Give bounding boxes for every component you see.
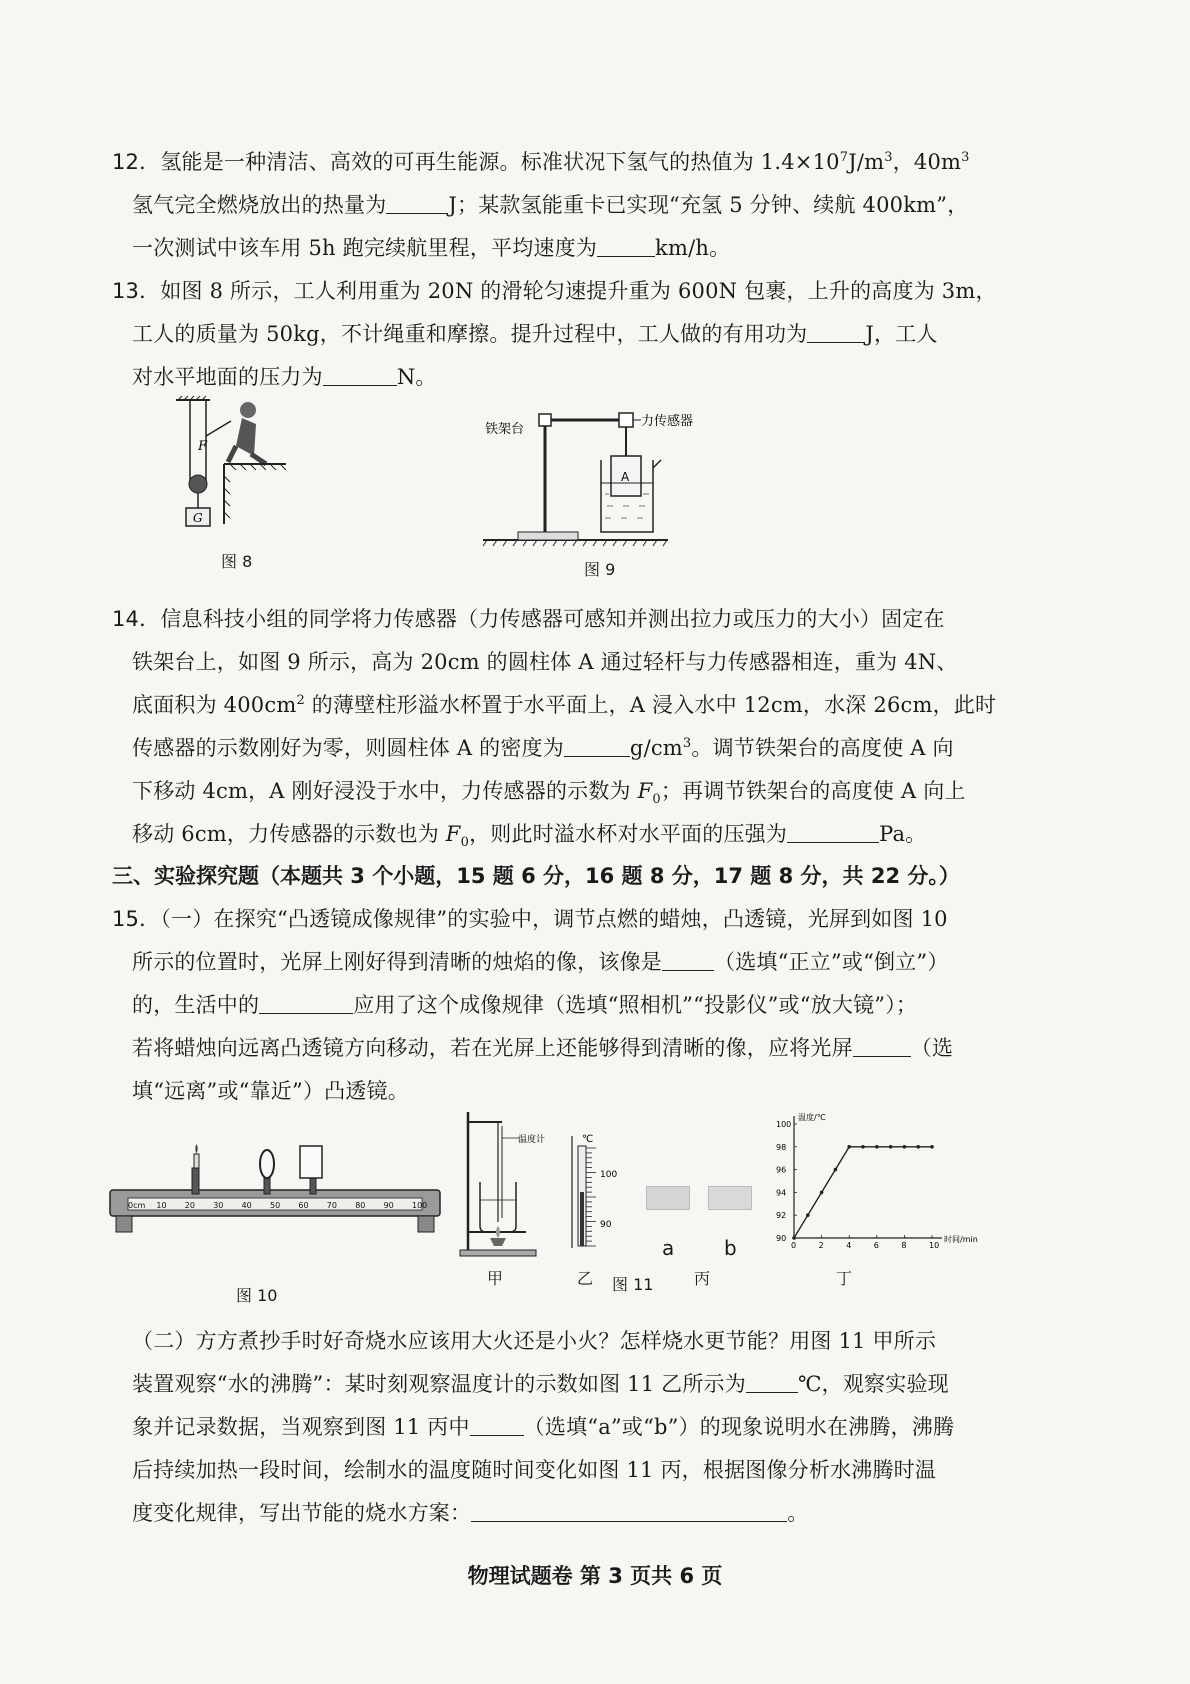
figure-8-pulley bbox=[176, 396, 306, 536]
y-tick-label: 94 bbox=[776, 1188, 787, 1198]
figure-11-bing-b bbox=[708, 1186, 752, 1210]
q13-line3: 对水平地面的压力为 bbox=[132, 365, 323, 389]
question-12 bbox=[112, 141, 1002, 270]
question-number: 14． bbox=[112, 607, 161, 631]
bing-b-label: b bbox=[724, 1236, 737, 1260]
q12-line2: 氢气完全燃烧放出的热量为 bbox=[132, 193, 387, 217]
temperature-unit: ℃ bbox=[582, 1134, 594, 1145]
y-tick-label: 96 bbox=[776, 1165, 787, 1175]
figure-10-caption: 图 10 bbox=[236, 1286, 278, 1305]
ruler-tick-label: 90 bbox=[383, 1201, 394, 1210]
tick-100: 100 bbox=[600, 1170, 618, 1180]
answer-blank[interactable] bbox=[807, 320, 865, 343]
q13-line2: 工人的质量为 50kg，不计绳重和摩擦。提升过程中，工人做的有用功为 bbox=[132, 322, 808, 346]
question-13 bbox=[112, 270, 1002, 399]
force-label: F bbox=[198, 439, 208, 454]
x-axis-label: 时间/min bbox=[944, 1235, 978, 1244]
ruler-tick-label: 10 bbox=[156, 1201, 167, 1210]
temperature-line bbox=[794, 1147, 932, 1238]
subscript: 0 bbox=[460, 835, 470, 851]
q15-p2-line2-end: ℃，观察实验现 bbox=[797, 1372, 949, 1396]
answer-blank[interactable] bbox=[470, 1413, 524, 1436]
x-tick-label: 2 bbox=[818, 1241, 824, 1250]
weight-label: G bbox=[193, 511, 203, 525]
data-point bbox=[930, 1145, 934, 1149]
answer-blank[interactable] bbox=[323, 363, 397, 386]
answer-blank[interactable] bbox=[259, 991, 353, 1014]
question-number: 15． bbox=[112, 907, 161, 931]
x-tick-label: 0 bbox=[791, 1241, 797, 1250]
thermometer-label: 温度计 bbox=[518, 1135, 546, 1145]
question-15-part2 bbox=[112, 1320, 1002, 1535]
y-tick-label: 100 bbox=[776, 1120, 792, 1129]
page-footer: 物理试题卷 第 3 页共 6 页 bbox=[467, 1564, 723, 1588]
figure-10-optical-bench bbox=[110, 1140, 440, 1240]
q14-line6-mid: ，则此时溢水杯对水平面的压强为 bbox=[469, 822, 788, 846]
q14-line6: 移动 6cm，力传感器的示数也为 bbox=[132, 822, 446, 846]
data-point bbox=[875, 1145, 879, 1149]
y-tick-label: 90 bbox=[776, 1234, 787, 1243]
cylinder-label: A bbox=[621, 470, 630, 484]
q15-line3-end: 应用了这个成像规律（选填“照相机”“投影仪”或“放大镜”）； bbox=[353, 993, 918, 1017]
question-15-part1 bbox=[112, 898, 1002, 1113]
q13-line3-end: N。 bbox=[396, 365, 437, 389]
q14-line5: 下移动 4cm，A 刚好浸没于水中，力传感器的示数为 bbox=[132, 779, 638, 803]
answer-blank[interactable] bbox=[564, 734, 630, 757]
question-14 bbox=[112, 598, 1002, 856]
question-number: 12． bbox=[112, 150, 161, 174]
q12-line1: 氢能是一种清洁、高效的可再生能源。标准状况下氢气的热值为 1.4×10 bbox=[160, 150, 840, 174]
q15-line4: 若将蜡烛向远离凸透镜方向移动，若在光屏上还能够得到清晰的像，应将光屏 bbox=[132, 1036, 853, 1060]
force-symbol: F bbox=[445, 822, 461, 846]
sensor-label: 力传感器 bbox=[641, 414, 694, 429]
x-tick-label: 10 bbox=[929, 1241, 940, 1250]
q14-unit: g/cm bbox=[629, 736, 683, 760]
q15-p2-line5-end: 。 bbox=[787, 1501, 809, 1525]
q12-unit: J/m bbox=[848, 150, 885, 174]
ruler-tick-label: 30 bbox=[213, 1201, 224, 1210]
figure-11-ding-chart bbox=[772, 1110, 978, 1260]
data-point bbox=[889, 1145, 893, 1149]
figure-11-bing-a bbox=[646, 1186, 690, 1210]
fig11-jia-label: 甲 bbox=[487, 1269, 504, 1288]
data-point bbox=[861, 1145, 865, 1149]
answer-blank[interactable] bbox=[853, 1034, 911, 1057]
data-point bbox=[916, 1145, 920, 1149]
q14-line3: 底面积为 400cm bbox=[132, 693, 297, 717]
exponent: 2 bbox=[296, 693, 305, 708]
ruler-tick-label: 20 bbox=[184, 1201, 195, 1210]
bing-a-label: a bbox=[662, 1236, 675, 1260]
thermometer-ticks bbox=[586, 1148, 596, 1246]
q12-line3-end: km/h。 bbox=[655, 236, 731, 260]
exponent: 7 bbox=[839, 150, 849, 165]
q14-line4: 传感器的示数刚好为零，则圆柱体 A 的密度为 bbox=[132, 736, 564, 760]
q15-line1: （一）在探究“凸透镜成像规律”的实验中，调节点燃的蜡烛，凸透镜，光屏到如图 10 bbox=[160, 907, 948, 931]
x-tick-label: 8 bbox=[901, 1241, 907, 1250]
figure-11-caption: 图 11 bbox=[612, 1275, 654, 1294]
answer-blank[interactable] bbox=[662, 948, 714, 971]
q15-line3: 的，生活中的 bbox=[132, 993, 260, 1017]
answer-blank[interactable] bbox=[386, 191, 448, 214]
q15-line2-end: （选填“正立”或“倒立”） bbox=[714, 950, 949, 974]
force-symbol: F bbox=[637, 779, 653, 803]
figure-8-caption: 图 8 bbox=[221, 552, 253, 571]
stand-label: 铁架台 bbox=[485, 422, 525, 437]
q15-p2-line1: （二）方方煮抄手时好奇烧水应该用大火还是小火？怎样烧水更节能？用图 11 甲所示 bbox=[132, 1329, 937, 1353]
figure-11-yi-thermometer bbox=[568, 1132, 628, 1250]
answer-blank[interactable] bbox=[746, 1370, 798, 1393]
exponent: 3 bbox=[682, 736, 692, 751]
section-title: 三、实验探究题（本题共 3 个小题，15 题 6 分，16 题 8 分，17 题 8 分，共 22 分。） bbox=[112, 864, 960, 888]
q15-p2-line5: 度变化规律，写出节能的烧水方案： bbox=[132, 1501, 472, 1525]
answer-blank[interactable] bbox=[471, 1499, 787, 1522]
figure-11-jia-setup bbox=[458, 1110, 558, 1258]
ruler-tick-label: 50 bbox=[270, 1201, 281, 1210]
exponent: 3 bbox=[884, 150, 893, 165]
data-point bbox=[903, 1145, 907, 1149]
q15-line5: 填“远离”或“靠近”）凸透镜。 bbox=[132, 1079, 409, 1103]
tick-90: 90 bbox=[600, 1220, 612, 1230]
data-point bbox=[820, 1191, 824, 1195]
q14-line1: 信息科技小组的同学将力传感器（力传感器可感知并测出拉力或压力的大小）固定在 bbox=[160, 607, 945, 631]
exponent: 3 bbox=[961, 150, 970, 165]
q15-line4-end: （选 bbox=[910, 1036, 954, 1060]
q13-line1: 如图 8 所示，工人利用重为 20N 的滑轮匀速提升重为 600N 包裹，上升的高度为 3m， bbox=[160, 279, 997, 303]
ruler-tick-label: 100 bbox=[412, 1201, 428, 1210]
q15-p2-line2: 装置观察“水的沸腾”：某时刻观察温度计的示数如图 11 乙所示为 bbox=[132, 1372, 746, 1396]
ruler-tick-label: 80 bbox=[355, 1201, 366, 1210]
q12-volume: ，40m bbox=[892, 150, 962, 174]
fig11-bing-label: 丙 bbox=[694, 1269, 711, 1288]
q15-p2-line4: 后持续加热一段时间，绘制水的温度随时间变化如图 11 丙，根据图像分析水沸腾时温 bbox=[132, 1458, 937, 1482]
data-point bbox=[792, 1236, 796, 1240]
q13-line2-end: J，工人 bbox=[865, 322, 938, 346]
data-point bbox=[834, 1168, 838, 1172]
q15-line2: 所示的位置时，光屏上刚好得到清晰的烛焰的像，该像是 bbox=[132, 950, 662, 974]
q14-line5-end: ；再调节铁架台的高度使 A 向上 bbox=[660, 779, 966, 803]
y-axis-label: 温度/℃ bbox=[798, 1113, 826, 1122]
q15-p2-line3-end: （选填“a”或“b”）的现象说明水在沸腾，沸腾 bbox=[523, 1415, 955, 1439]
ruler-tick-label: 40 bbox=[241, 1201, 252, 1210]
x-tick-label: 4 bbox=[846, 1241, 852, 1250]
answer-blank[interactable] bbox=[597, 234, 655, 257]
ruler-tick-label: 60 bbox=[298, 1201, 309, 1210]
q15-p2-line3: 象并记录数据，当观察到图 11 丙中 bbox=[132, 1415, 470, 1439]
x-tick-label: 6 bbox=[873, 1241, 879, 1250]
y-tick-label: 98 bbox=[776, 1142, 787, 1152]
data-point bbox=[847, 1145, 851, 1149]
q14-line2: 铁架台上，如图 9 所示，高为 20cm 的圆柱体 A 通过轻杆与力传感器相连，重为 4N、 bbox=[132, 650, 958, 674]
q14-line6-end: Pa。 bbox=[879, 822, 927, 846]
fig11-yi-label: 乙 bbox=[577, 1269, 594, 1288]
data-point bbox=[806, 1213, 810, 1217]
fig11-ding-label: 丁 bbox=[836, 1269, 853, 1288]
q14-line3-end: 的薄壁柱形溢水杯置于水平面上，A 浸入水中 12cm，水深 26cm，此时 bbox=[304, 693, 997, 717]
q12-line3: 一次测试中该车用 5h 跑完续航里程，平均速度为 bbox=[132, 236, 598, 260]
q12-line2-end: J；某款氢能重卡已实现“充氢 5 分钟、续航 400km”， bbox=[448, 193, 969, 217]
ruler-tick-label: 0cm bbox=[128, 1201, 146, 1210]
ruler-tick-label: 70 bbox=[326, 1201, 337, 1210]
figure-9-caption: 图 9 bbox=[584, 560, 616, 579]
q14-line4-end: 。调节铁架台的高度使 A 向 bbox=[691, 736, 954, 760]
subscript: 0 bbox=[652, 792, 661, 808]
y-tick-label: 92 bbox=[776, 1211, 787, 1221]
answer-blank[interactable] bbox=[787, 820, 879, 843]
question-number: 13． bbox=[112, 279, 161, 303]
figure-9-apparatus bbox=[483, 408, 703, 558]
